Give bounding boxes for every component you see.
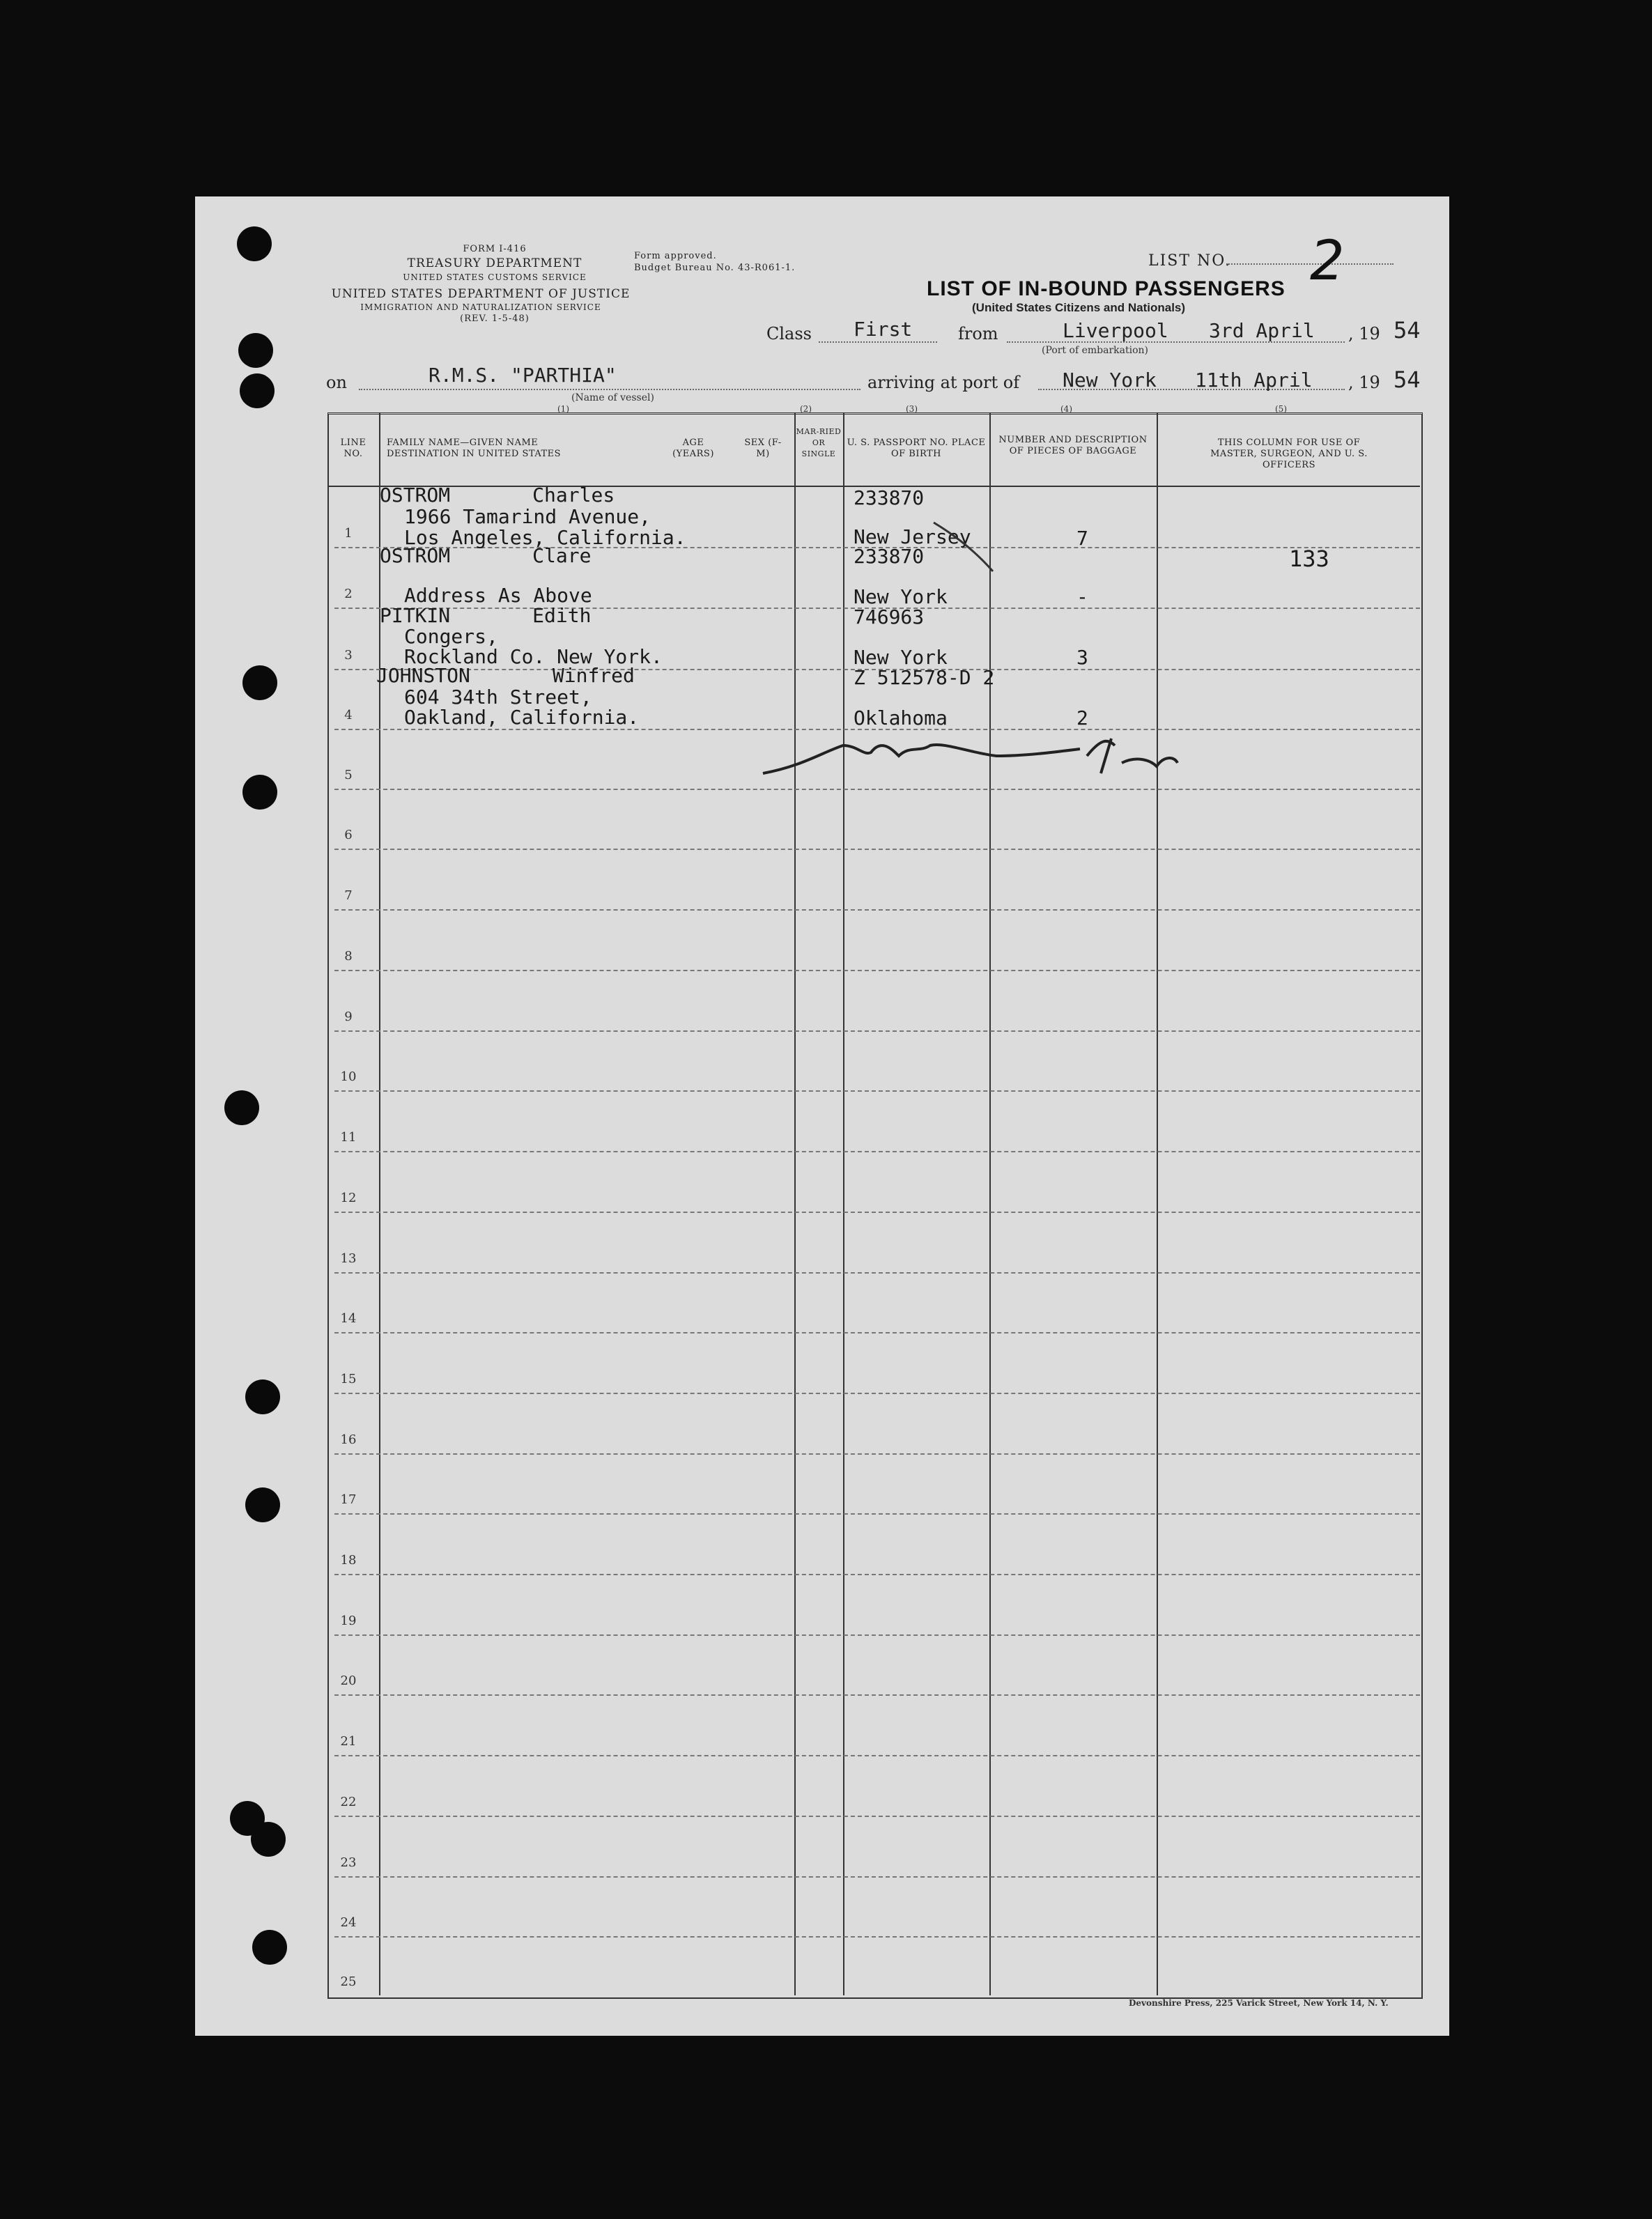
year-prefix: , 19 [1348,324,1380,343]
arrival-year-prefix: , 19 [1348,373,1380,392]
col-header-baggage: NUMBER AND DESCRIPTION OF PIECES OF BAGGAGE [998,435,1148,456]
line-number: 4 [344,708,353,722]
departure-year: 54 [1394,317,1421,343]
row-rule [334,849,1420,850]
col-header-married: MAR-RIED OR SINGLE [796,427,842,458]
row-rule [334,1393,1420,1394]
col-header-sex: SEX (F-M) [744,438,782,459]
passenger-1-name: OSTROM Charles [380,484,615,507]
budget-bureau: Budget Bureau No. 43-R061-1. [634,263,796,273]
passenger-2-name: OSTROM Clare [380,544,592,567]
line-number: 3 [344,648,353,663]
passenger-2-addr1: Address As Above [404,584,592,607]
row-rule [334,1634,1420,1636]
line-number: 13 [340,1251,357,1266]
line-number: 6 [344,828,353,842]
vessel-name: R.M.S. "PARTHIA" [429,364,617,387]
passenger-3-baggage: 3 [1076,646,1088,669]
punch-hole [245,1487,280,1522]
passenger-2-baggage: - [1076,585,1088,608]
printer-credit: Devonshire Press, 225 Varick Street, New York 14, N. Y. [1129,1998,1389,2008]
arrival-port: New York [1063,369,1157,392]
passenger-4-addr2: Oakland, California. [404,706,640,729]
passenger-1-addr1: 1966 Tamarind Avenue, [404,505,651,528]
col-divider [379,412,380,1995]
form-number: FORM I-416 [463,244,527,254]
punch-hole [238,333,273,368]
passenger-3-addr1: Congers, [404,625,498,648]
passenger-3-birth: New York [854,646,948,669]
passenger-2-birth: New York [854,585,948,608]
col-header-line: LINE NO. [340,438,366,459]
line-number: 25 [340,1974,357,1989]
arrival-date: 11th April [1195,369,1313,392]
passenger-1-passport: 233870 [854,486,925,509]
passenger-3-name: PITKIN Edith [380,604,592,627]
passenger-1-officer-note: 133 [1289,546,1329,572]
passenger-1-baggage: 7 [1076,527,1088,550]
line-number: 22 [340,1795,357,1809]
handwritten-marks [759,516,1247,794]
line-number: 16 [340,1432,357,1447]
form-approved: Form approved. [634,251,717,261]
justice-dept: UNITED STATES DEPARTMENT OF JUSTICE [331,287,631,301]
punch-hole [252,1930,287,1965]
line-number: 17 [340,1492,357,1507]
passenger-4-name: JOHNSTON Winfred [376,664,635,687]
on-label: on [326,373,347,392]
passenger-3-addr2: Rockland Co. New York. [404,645,663,668]
punch-hole [242,775,277,810]
row-rule [334,1936,1420,1938]
row-rule [334,1453,1420,1455]
row-rule [334,1090,1420,1092]
punch-hole [242,665,277,700]
row-rule [334,1816,1420,1817]
line-number: 1 [344,526,353,541]
passenger-1-addr2: Los Angeles, California. [404,526,686,549]
arrival-year: 54 [1394,366,1421,393]
check-mark [934,523,993,571]
passenger-2-passport: 233870 [854,545,925,568]
passenger-4-birth: Oklahoma [854,706,948,729]
row-rule [334,970,1420,971]
line-number: 8 [344,949,353,964]
from-port: Liverpool [1063,319,1168,342]
passenger-4-baggage: 2 [1076,706,1088,729]
arriving-label: arriving at port of [867,373,1020,392]
form-title: LIST OF IN-BOUND PASSENGERS [927,277,1286,300]
punch-hole [237,226,272,261]
col-header-passport: U. S. PASSPORT NO. PLACE OF BIRTH [847,438,986,459]
class-value: First [854,318,913,341]
col-num-2: (2) [800,404,812,414]
punch-hole [240,373,275,408]
punch-hole [245,1379,280,1414]
list-no-label: LIST NO. [1148,252,1232,270]
class-underline [819,341,937,343]
passenger-4-passport: Z 512578-D 2 [854,666,995,689]
col-num-1: (1) [557,404,569,414]
row-rule [334,1513,1420,1515]
punch-hole [224,1090,259,1125]
signature-stroke [763,745,1080,773]
col-header-age: AGE (YEARS) [672,438,714,459]
vessel-caption: (Name of vessel) [571,392,654,403]
punch-hole [251,1822,286,1857]
list-number: 2 [1310,230,1345,293]
departure-date: 3rd April [1209,319,1315,342]
row-rule [334,1030,1420,1032]
line-number: 9 [344,1010,353,1024]
ins-service: IMMIGRATION AND NATURALIZATION SERVICE [360,302,601,312]
line-number: 10 [340,1069,357,1084]
line-number: 14 [340,1311,357,1326]
row-rule [334,1272,1420,1274]
col-num-4: (4) [1060,404,1072,414]
line-number: 18 [340,1553,357,1568]
treasury-dept: TREASURY DEPARTMENT [407,256,582,270]
col-header-officers: THIS COLUMN FOR USE OF MASTER, SURGEON, AND U. S. OFFICERS [1210,438,1368,470]
col-num-5: (5) [1275,404,1287,414]
line-number: 23 [340,1855,357,1870]
vessel-underline [359,389,860,390]
row-rule [334,1755,1420,1756]
line-number: 11 [340,1130,357,1145]
row-rule [334,1574,1420,1575]
signature-stroke [1087,739,1178,773]
port-caption: (Port of embarkation) [1042,345,1148,356]
line-number: 21 [340,1734,357,1749]
line-number: 24 [340,1915,357,1930]
passenger-3-passport: 746963 [854,605,925,628]
from-label: from [958,324,998,343]
row-rule [334,1212,1420,1213]
revision: (REV. 1-5-48) [460,314,530,324]
row-rule [334,1332,1420,1333]
row-rule [334,1694,1420,1696]
line-number: 2 [344,587,353,601]
line-number: 20 [340,1673,357,1688]
row-rule [334,1876,1420,1878]
row-rule [334,909,1420,911]
customs-service: UNITED STATES CUSTOMS SERVICE [403,272,587,282]
col-num-3: (3) [906,404,918,414]
passenger-4-addr1: 604 34th Street, [404,686,592,709]
col-header-name: FAMILY NAME—GIVEN NAME DESTINATION IN UNITED STATES [387,438,562,459]
line-number: 12 [340,1191,357,1205]
line-number: 19 [340,1614,357,1628]
row-rule [334,1151,1420,1152]
class-label: Class [766,324,812,343]
form-subtitle: (United States Citizens and Nationals) [972,301,1186,314]
line-number: 7 [344,888,353,903]
line-number: 5 [344,768,353,782]
line-number: 15 [340,1372,357,1386]
passenger-1-birth: New Jersey [854,525,971,548]
